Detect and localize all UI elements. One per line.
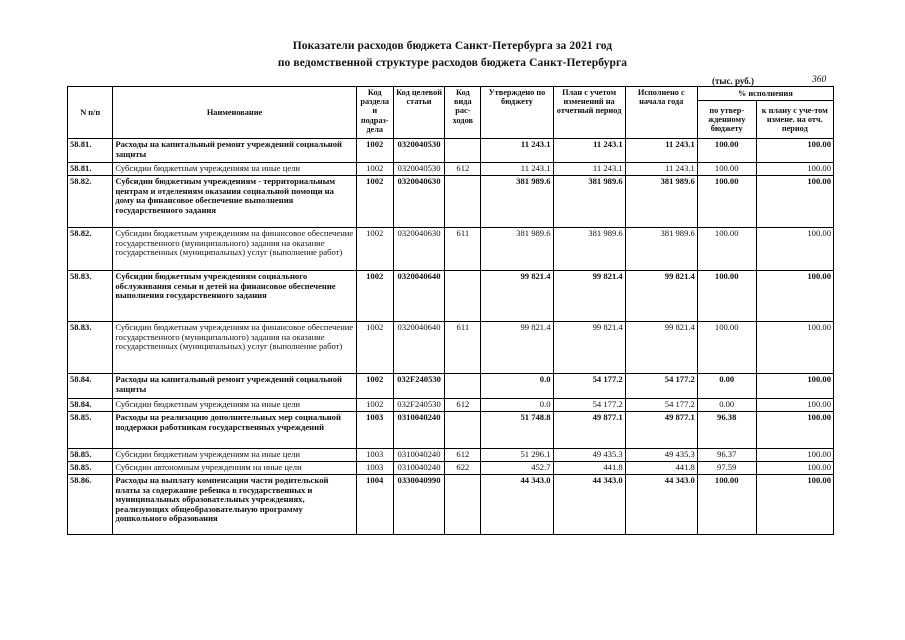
header-section-code: Код раздела и подраз-дела — [356, 87, 393, 139]
row-pct-plan: 100.00 — [756, 399, 833, 412]
row-section-code: 1002 — [356, 399, 393, 412]
row-name: Субсидии бюджетным учреждениям на иные цели — [113, 449, 356, 462]
row-name: Субсидии бюджетным учреждениям на финансовое обеспечение государственного (муниципального) задания на оказание государственных (муниципальных) услуг (выполнение работ) — [113, 228, 356, 271]
header-percent-group: % исполнения — [697, 87, 833, 101]
row-executed: 54 177.2 — [625, 374, 697, 399]
table-row — [68, 412, 834, 449]
page-number: 360 — [812, 75, 827, 85]
row-type-code — [445, 139, 481, 163]
row-target-code: 032F240530 — [393, 374, 445, 399]
table-row — [68, 449, 834, 462]
header-num: N п/п — [68, 87, 113, 139]
row-approved: 44 343.0 — [481, 475, 553, 535]
row-pct-approved: 97.59 — [697, 462, 756, 475]
header-target-code: Код целевой статьи — [393, 87, 445, 139]
row-section-code: 1002 — [356, 271, 393, 322]
row-target-code: 0330040990 — [393, 475, 445, 535]
row-approved: 51 296.1 — [481, 449, 553, 462]
row-approved: 0.0 — [481, 374, 553, 399]
row-type-code: 611 — [445, 322, 481, 374]
header-approved: Утверждено по бюджету — [481, 87, 553, 139]
row-plan: 44 343.0 — [553, 475, 625, 535]
row-target-code: 0320040530 — [393, 139, 445, 163]
row-pct-plan: 100.00 — [756, 374, 833, 399]
row-pct-plan: 100.00 — [756, 322, 833, 374]
row-name: Субсидии бюджетным учреждениям на финансовое обеспечение государственного (муниципального) задания на оказание государственных (муниципальных) услуг (выполнение работ) — [113, 322, 356, 374]
row-name: Расходы на реализацию дополнительных мер социальной поддержки работникам государственных учреждений — [113, 412, 356, 449]
row-executed: 99 821.4 — [625, 322, 697, 374]
row-section-code: 1002 — [356, 163, 393, 176]
row-executed: 381 989.6 — [625, 228, 697, 271]
units-label: (тыс. руб.) — [712, 76, 754, 86]
row-executed: 11 243.1 — [625, 139, 697, 163]
row-number: 58.82. — [68, 228, 113, 271]
row-name: Субсидии бюджетным учреждениям на иные цели — [113, 399, 356, 412]
row-pct-approved: 100.00 — [697, 475, 756, 535]
row-target-code: 0320040640 — [393, 322, 445, 374]
row-type-code — [445, 374, 481, 399]
row-plan: 54 177.2 — [553, 374, 625, 399]
row-plan: 441.8 — [553, 462, 625, 475]
row-plan: 11 243.1 — [553, 139, 625, 163]
row-section-code: 1003 — [356, 462, 393, 475]
header-pct-approved: по утвер-жденному бюджету — [697, 101, 756, 139]
row-approved: 381 989.6 — [481, 228, 553, 271]
row-target-code: 0310040240 — [393, 449, 445, 462]
row-approved: 0.0 — [481, 399, 553, 412]
row-approved: 51 748.8 — [481, 412, 553, 449]
row-target-code: 0310040240 — [393, 462, 445, 475]
row-number: 58.85. — [68, 412, 113, 449]
row-pct-plan: 100.00 — [756, 176, 833, 228]
table-row — [68, 228, 834, 271]
row-pct-plan: 100.00 — [756, 412, 833, 449]
row-plan: 99 821.4 — [553, 322, 625, 374]
row-plan: 49 877.1 — [553, 412, 625, 449]
row-pct-plan: 100.00 — [756, 139, 833, 163]
row-executed: 99 821.4 — [625, 271, 697, 322]
row-target-code: 0320040640 — [393, 271, 445, 322]
row-plan: 54 177.2 — [553, 399, 625, 412]
row-number: 58.84. — [68, 374, 113, 399]
row-type-code — [445, 412, 481, 449]
row-number: 58.82. — [68, 176, 113, 228]
row-number: 58.83. — [68, 271, 113, 322]
table-row — [68, 176, 834, 228]
row-target-code: 0310040240 — [393, 412, 445, 449]
header-type-code: Код вида рас-ходов — [445, 87, 481, 139]
row-name: Расходы на капитальный ремонт учреждений социальной защиты — [113, 139, 356, 163]
row-number: 58.81. — [68, 139, 113, 163]
row-number: 58.83. — [68, 322, 113, 374]
header-pct-plan: к плану с уче-том измене. на отч. период — [756, 101, 833, 139]
row-pct-approved: 100.00 — [697, 271, 756, 322]
row-type-code: 612 — [445, 449, 481, 462]
row-target-code: 032F240530 — [393, 399, 445, 412]
row-number: 58.86. — [68, 475, 113, 535]
row-type-code: 612 — [445, 163, 481, 176]
row-name: Субсидии бюджетным учреждениям - территориальным центрам и отделениям оказания социальной помощи на дому на финансовое обеспечение выполнения государственного задания — [113, 176, 356, 228]
row-name: Субсидии бюджетным учреждениям на иные цели — [113, 163, 356, 176]
row-pct-plan: 100.00 — [756, 228, 833, 271]
row-executed: 441.8 — [625, 462, 697, 475]
header-plan: План с учетом изменений на отчетный период — [553, 87, 625, 139]
table-row — [68, 374, 834, 399]
row-number: 58.85. — [68, 449, 113, 462]
row-name: Субсидии бюджетным учреждениям социального обслуживания семьи и детей на финансовое обеспечение выполнения государственного задания — [113, 271, 356, 322]
row-type-code: 612 — [445, 399, 481, 412]
row-section-code: 1002 — [356, 374, 393, 399]
row-target-code: 0320040630 — [393, 176, 445, 228]
row-section-code: 1002 — [356, 139, 393, 163]
header-executed: Исполнено с начала года — [625, 87, 697, 139]
row-section-code: 1003 — [356, 412, 393, 449]
row-type-code — [445, 176, 481, 228]
table-row — [68, 139, 834, 163]
row-pct-approved: 100.00 — [697, 163, 756, 176]
table-row — [68, 271, 834, 322]
row-approved: 99 821.4 — [481, 271, 553, 322]
row-type-code — [445, 475, 481, 535]
row-number: 58.81. — [68, 163, 113, 176]
row-type-code — [445, 271, 481, 322]
row-executed: 54 177.2 — [625, 399, 697, 412]
row-name: Субсидии автономным учреждениям на иные цели — [113, 462, 356, 475]
table-body — [68, 139, 834, 535]
row-plan: 11 243.1 — [553, 163, 625, 176]
row-number: 58.85. — [68, 462, 113, 475]
row-pct-plan: 100.00 — [756, 271, 833, 322]
row-name: Расходы на капитальный ремонт учреждений социальной защиты — [113, 374, 356, 399]
row-executed: 49 435.3 — [625, 449, 697, 462]
row-pct-plan: 100.00 — [756, 475, 833, 535]
row-type-code: 611 — [445, 228, 481, 271]
row-approved: 11 243.1 — [481, 163, 553, 176]
row-pct-approved: 96.37 — [697, 449, 756, 462]
row-pct-approved: 96.38 — [697, 412, 756, 449]
row-plan: 99 821.4 — [553, 271, 625, 322]
row-target-code: 0320040630 — [393, 228, 445, 271]
row-pct-plan: 100.00 — [756, 163, 833, 176]
row-approved: 381 989.6 — [481, 176, 553, 228]
row-pct-plan: 100.00 — [756, 449, 833, 462]
row-approved: 99 821.4 — [481, 322, 553, 374]
row-section-code: 1003 — [356, 449, 393, 462]
report-subtitle: по ведомственной структуре расходов бюджета Санкт-Петербурга — [277, 57, 628, 69]
row-pct-approved: 0.00 — [697, 374, 756, 399]
row-plan: 381 989.6 — [553, 176, 625, 228]
row-approved: 452.7 — [481, 462, 553, 475]
row-approved: 11 243.1 — [481, 139, 553, 163]
row-number: 58.84. — [68, 399, 113, 412]
table-row — [68, 399, 834, 412]
expenditure-table — [67, 86, 834, 535]
header-name: Наименование — [113, 87, 356, 139]
row-pct-approved: 100.00 — [697, 228, 756, 271]
row-name: Расходы на выплату компенсации части родительской платы за содержание ребенка в государственных и муниципальных образовательных учреждениях, реализующих общеобразовательную программу дошкольного образования — [113, 475, 356, 535]
row-executed: 49 877.1 — [625, 412, 697, 449]
table-row — [68, 475, 834, 535]
row-pct-approved: 100.00 — [697, 322, 756, 374]
table-row — [68, 322, 834, 374]
row-section-code: 1004 — [356, 475, 393, 535]
row-executed: 381 989.6 — [625, 176, 697, 228]
row-pct-approved: 100.00 — [697, 176, 756, 228]
report-title: Показатели расходов бюджета Санкт-Петербурга за 2021 год — [292, 40, 613, 52]
row-plan: 49 435.3 — [553, 449, 625, 462]
row-section-code: 1002 — [356, 176, 393, 228]
row-section-code: 1002 — [356, 228, 393, 271]
row-section-code: 1002 — [356, 322, 393, 374]
row-executed: 44 343.0 — [625, 475, 697, 535]
table-row — [68, 462, 834, 475]
row-pct-plan: 100.00 — [756, 462, 833, 475]
row-plan: 381 989.6 — [553, 228, 625, 271]
row-type-code: 622 — [445, 462, 481, 475]
row-pct-approved: 100.00 — [697, 139, 756, 163]
table-row — [68, 163, 834, 176]
row-target-code: 0320040530 — [393, 163, 445, 176]
row-executed: 11 243.1 — [625, 163, 697, 176]
row-pct-approved: 0.00 — [697, 399, 756, 412]
